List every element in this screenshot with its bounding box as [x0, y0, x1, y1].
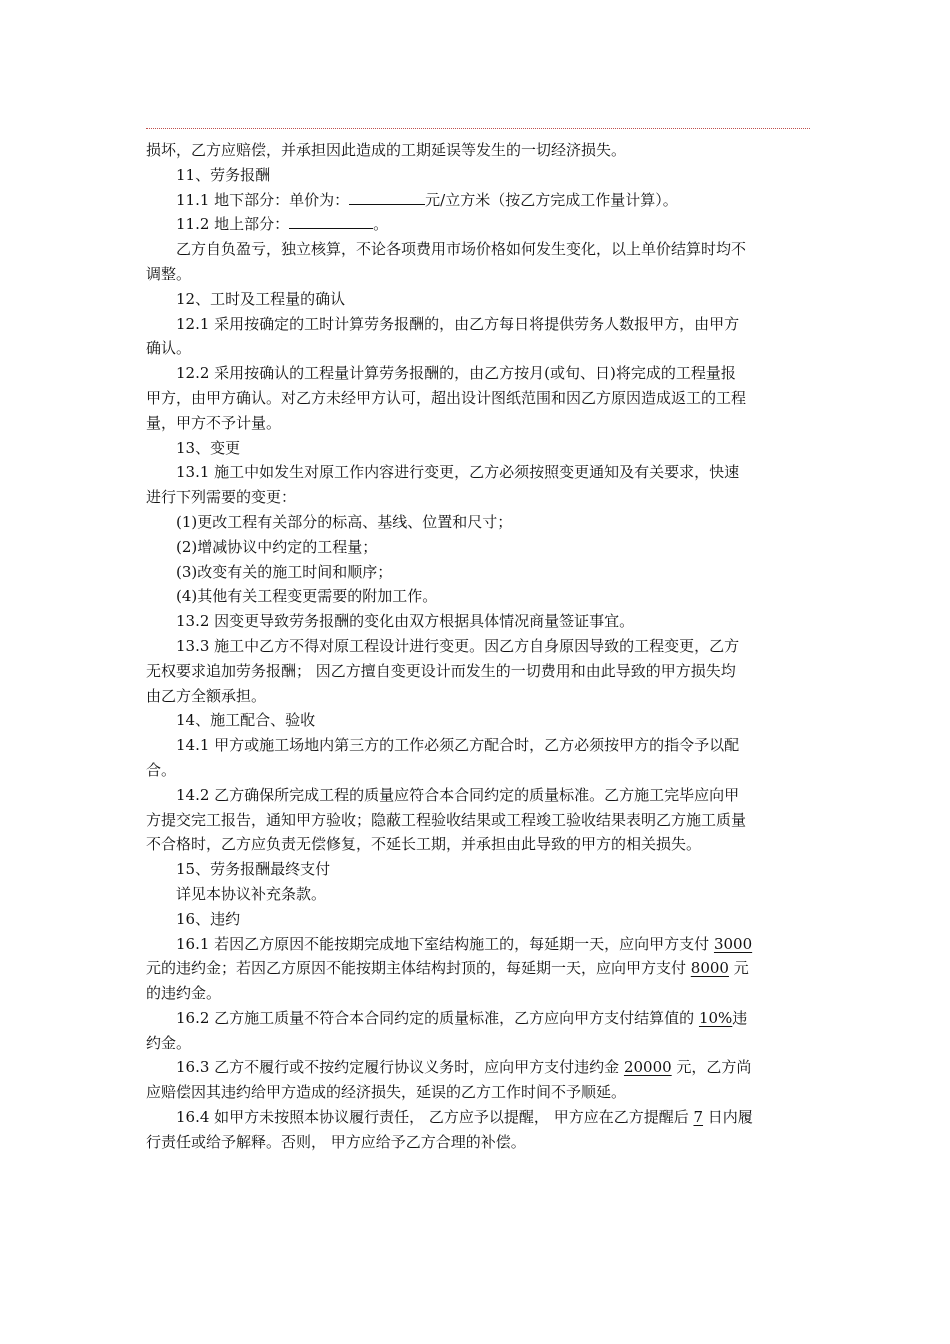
text-line: 11.1 地下部分：单价为： 元/立方米（按乙方完成工作量计算）。	[176, 190, 678, 209]
text-line: 由乙方全额承担。	[146, 686, 267, 705]
section-heading-16: 16、违约	[176, 909, 241, 928]
text-line: 12.1 采用按确定的工时计算劳务报酬的，由乙方每日将提供劳务人数报甲方，由甲方	[176, 314, 740, 333]
text-line: 进行下列需要的变更：	[146, 488, 297, 507]
list-item: (3)改变有关的施工时间和顺序；	[176, 562, 393, 581]
list-item: (1)更改工程有关部分的标高、基线、位置和尺寸；	[176, 512, 513, 531]
section-heading-14: 14、施工配合、验收	[176, 711, 316, 730]
section-heading-13: 13、变更	[176, 438, 241, 457]
text-line: 13.2 因变更导致劳务报酬的变化由双方根据具体情况商量签证事宜。	[176, 612, 635, 631]
text-line: 无权要求追加劳务报酬； 因乙方擅自变更设计而发生的一切费用和由此导致的甲方损失均	[146, 661, 736, 680]
unit-price-blank	[349, 190, 425, 205]
penalty-breach-amount: 20000	[623, 1058, 672, 1077]
list-item: (2)增减协议中约定的工程量；	[176, 537, 378, 556]
text-line: 方提交完工报告，通知甲方验收；隐蔽工程验收结果或工程竣工验收结果表明乙方施工质量	[146, 810, 747, 829]
text-line: 11.2 地上部分： 。	[176, 215, 389, 234]
header-divider	[146, 128, 810, 129]
text-line: 行责任或给予解释。否则， 甲方应给予乙方合理的补偿。	[146, 1132, 526, 1151]
penalty-quality-rate: 10%	[698, 1008, 733, 1027]
text-line: 16.3 乙方不履行或不按约定履行协议义务时，应向甲方支付违约金 20000 元，乙方尚	[176, 1058, 752, 1077]
response-days: 7	[693, 1108, 704, 1127]
text-line: 乙方自负盈亏，独立核算，不论各项费用市场价格如何发生变化，以上单价结算时均不	[176, 240, 747, 259]
text-line: 详见本协议补充条款。	[176, 884, 327, 903]
text-line: 损坏，乙方应赔偿，并承担因此造成的工期延误等发生的一切经济损失。	[146, 141, 627, 159]
document-body	[146, 138, 810, 1155]
penalty-topping-amount: 8000	[690, 959, 729, 978]
section-heading-12: 12、工时及工程量的确认	[176, 289, 346, 308]
text-line: 的违约金。	[146, 984, 222, 1003]
text-line: 16.1 若因乙方原因不能按期完成地下室结构施工的，每延期一天，应向甲方支付 3000	[176, 934, 753, 953]
section-heading-11: 11、劳务报酬	[176, 165, 271, 184]
text-line: 甲方，由甲方确认。对乙方未经甲方认可，超出设计图纸范围和因乙方原因造成返工的工程	[146, 388, 747, 407]
text-line: 约金。	[146, 1033, 192, 1052]
text-line: 16.4 如甲方未按照本协议履行责任， 乙方应予以提醒， 甲方应在乙方提醒后 7 日内履	[176, 1108, 753, 1127]
text-line: 14.1 甲方或施工场地内第三方的工作必须乙方配合时，乙方必须按甲方的指令予以配	[176, 736, 740, 755]
section-heading-15: 15、劳务报酬最终支付	[176, 860, 331, 879]
text-line: 应赔偿因其违约给甲方造成的经济损失，延误的乙方工作时间不予顺延。	[146, 1083, 627, 1102]
text-line: 量，甲方不予计量。	[146, 413, 282, 432]
text-line: 13.3 施工中乙方不得对原工程设计进行变更。因乙方自身原因导致的工程变更，乙方	[176, 636, 740, 655]
list-item: (4)其他有关工程变更需要的附加工作。	[176, 587, 438, 606]
text-line: 16.2 乙方施工质量不符合本合同约定的质量标准，乙方应向甲方支付结算值的 10%违	[176, 1008, 748, 1027]
text-line: 14.2 乙方确保所完成工程的质量应符合本合同约定的质量标准。乙方施工完毕应向甲	[176, 785, 740, 804]
text-line: 12.2 采用按确认的工程量计算劳务报酬的，由乙方按月(或旬、日)将完成的工程量报	[176, 364, 736, 383]
text-line: 调整。	[146, 264, 192, 283]
text-line: 不合格时，乙方应负责无偿修复，不延长工期，并承担由此导致的甲方的相关损失。	[146, 835, 702, 854]
text-line: 元的违约金；若因乙方原因不能按期主体结构封顶的，每延期一天，应向甲方支付 8000 元	[146, 959, 749, 978]
text-line: 合。	[146, 760, 177, 779]
text-line: 13.1 施工中如发生对原工作内容进行变更，乙方必须按照变更通知及有关要求，快速	[176, 463, 740, 482]
above-ground-blank	[289, 214, 373, 229]
text-line: 确认。	[146, 339, 192, 358]
penalty-basement-amount: 3000	[713, 934, 753, 953]
